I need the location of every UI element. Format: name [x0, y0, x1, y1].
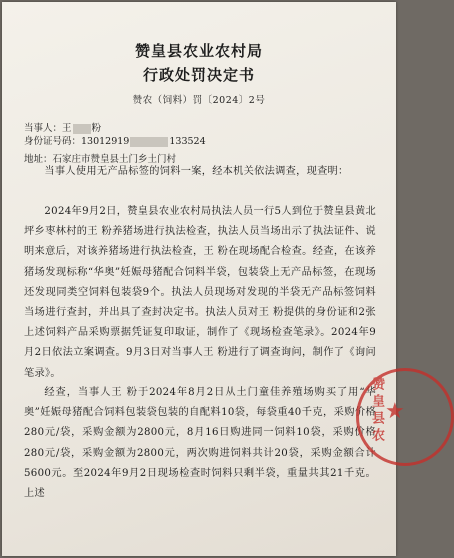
document-page [2, 2, 405, 556]
party-field [24, 120, 101, 134]
party-name-suffix: 粉 [91, 123, 102, 134]
redaction-mask [130, 137, 168, 147]
seal-text: 赞皇县农 [369, 377, 384, 445]
id-suffix: 133524 [169, 136, 206, 147]
paragraph-inspection: 2024年9月2日，赞皇县农业农村局执法人员一行5人到位于赞皇县黄北坪乡枣林村的王 粉养猪场进行执法检查，执法人员当场出示了执法证件、说明来意后，对该养猪场进行执法检查，王 粉在现场配合检查。经查，在该养猪场发现标称“华奥”妊娠母猪配合饲料半袋，包装袋上无产品标签，在现场还发现同类空饲料包装袋9个。执法人员现场对发现的半袋无产品标签饲料当场进行查封，并出具了查封决定书。执法人员对王 粉提供的身份证和2张上述饲料产品采购票据凭证复印取证，制作了《现场检查笔录》。2024年9月2日依法立案调查。9月3日对当事人王 粉进行了调查询问，制作了《询问笔录》。 [24, 206, 376, 379]
party-label: 当事人：王 [24, 123, 72, 134]
seal-star-icon: ★ [385, 399, 405, 424]
document-number: 赞农（饲料）罚〔2024〕2号 [132, 95, 266, 106]
id-label: 身份证号码：13012919 [24, 136, 130, 147]
agency-title: 赞皇县农业农村局 [134, 42, 263, 60]
official-seal [356, 368, 454, 466]
paragraph-intro: 当事人使用无产品标签的饲料一案，经本机关依法调查，现查明： [44, 166, 349, 177]
document-title: 行政处罚决定书 [142, 66, 255, 84]
id-field [24, 133, 206, 147]
paragraph-findings: 经查，当事人王 粉于2024年8月2日从土门童佳养殖场购买了用“华奥”妊娠母猪配合饲料包装袋包装的自配料10袋，每袋重40千克，采购价格280元/袋，采购金额为2800元，8月16日购进同一饲料10袋，采购价格280元/袋，采购金额为2800元，两次购进饲料共计20袋，采购金额合计5600元。至2024年9月2日现场检查时饲料只剩半袋，重量共其21千克。上述 [24, 387, 376, 500]
redaction-mask [73, 124, 91, 134]
address-field: 地址：石家庄市赞皇县土门乡土门村 [24, 154, 177, 165]
